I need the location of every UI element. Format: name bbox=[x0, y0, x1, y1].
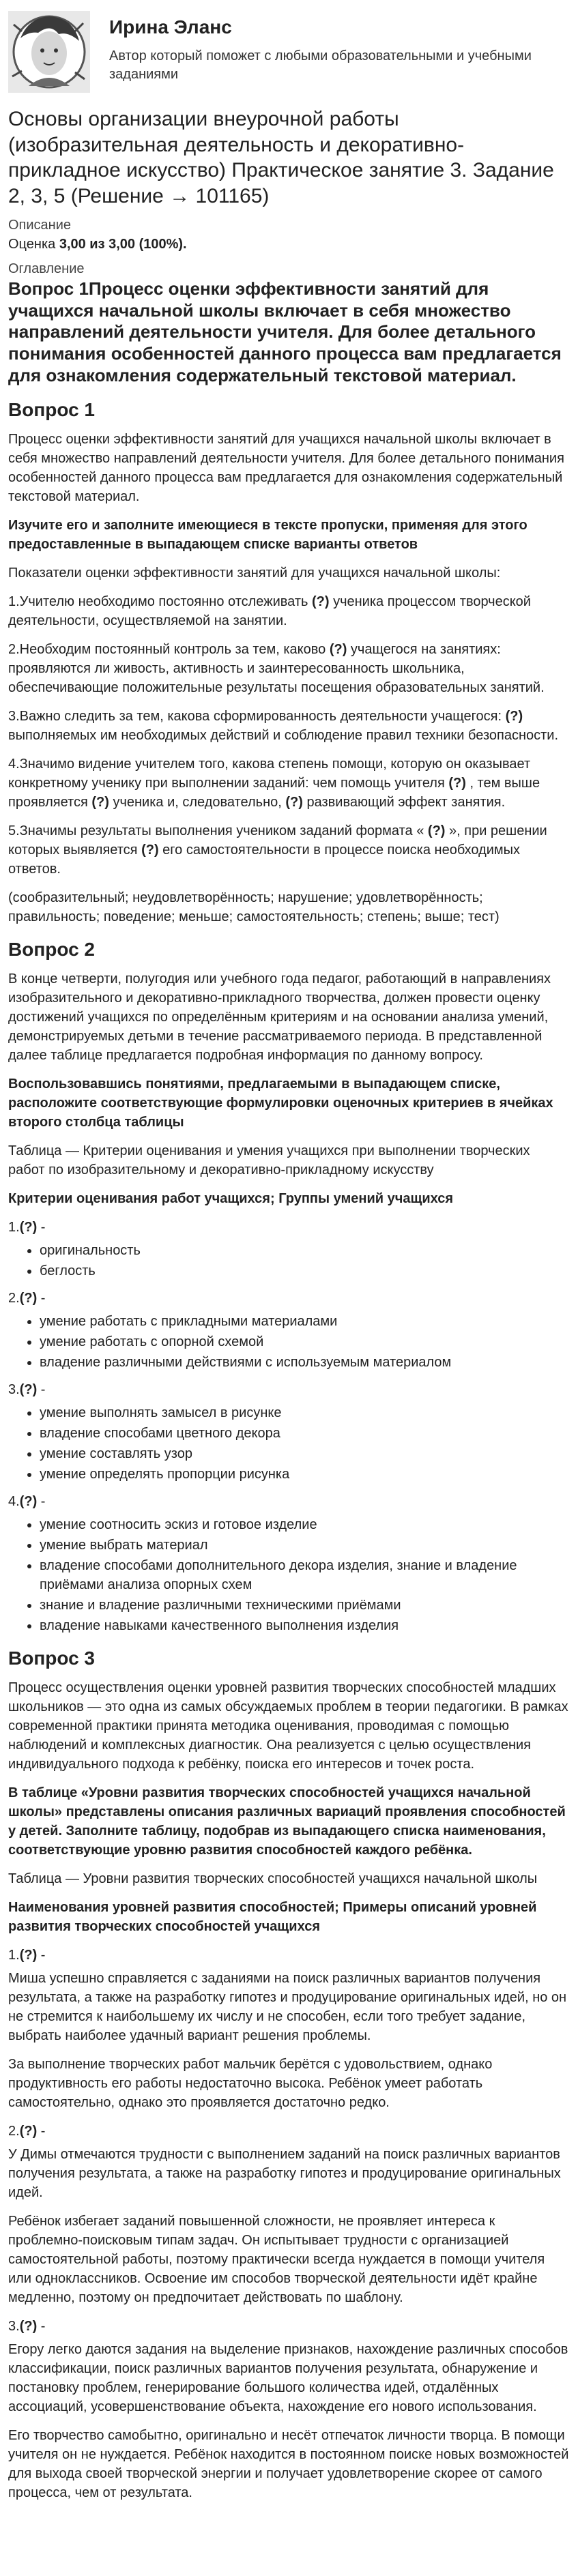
gap-dropdown[interactable]: (?) bbox=[329, 641, 347, 657]
gap-dropdown[interactable]: (?) bbox=[19, 1290, 38, 1306]
question-3-table-header: Наименования уровней развития способностей; Примеры описаний уровней развития творческих способностей учащихся bbox=[8, 1900, 537, 1935]
question-1-item-4: 4.Значимо видение учителем того, какова степень помощи, которую он оказывает конкретному ученику при выполнении заданий: чем помощь учителя (?) , тем выше проявляется (?) ученика и, следовательно, (?) развивающий эффект занятия. bbox=[8, 756, 540, 810]
toc-title[interactable]: Вопрос 1Процесс оценки эффективности занятий для учащихся начальной школы включает в себя множество направлений деятельности учителя. Для более детального понимания особенностей данного процесса вам предлагается для ознакомления содержательный текстовой материал. bbox=[8, 278, 562, 385]
question-3-table-caption: Таблица — Уровни развития творческих способностей учащихся начальной школы bbox=[8, 1871, 538, 1887]
question-2-table-caption: Таблица — Критерии оценивания и умения учащихся при выполнении творческих работ по изобразительному и декоративно-прикладному искусству bbox=[8, 1143, 530, 1177]
list-item: • оригинальность bbox=[40, 1241, 570, 1260]
list-item: • владение навыками качественного выполнения изделия bbox=[40, 1616, 570, 1635]
level-2: 2.(?) - У Димы отмечаются трудности с выполнением заданий на поиск различных вариантов получения результата, а также на разработку гипотез и продуцирование оригинальных идей. Ребёнок избегает заданий повышенной сложности, не проявляет интереса к проблемно-поисковым типам задач. Он испытывает трудности с организацией самостоятельной работы, поэтому практически всегда нуждается в помощи учителя или одноклассников. Освоение им способов творческой деятельности идёт крайне медленно, поэтому он предпочитает действовать по шаблону. bbox=[8, 2122, 570, 2307]
question-1-subhead: Показатели оценки эффективности занятий для учащихся начальной школы: bbox=[8, 565, 501, 581]
list-item: • умение выполнять замысел в рисунке bbox=[40, 1403, 570, 1422]
list-item: • умение определять пропорции рисунка bbox=[40, 1465, 570, 1484]
author-description: Автор который поможет с любыми образовательными и учебными заданиями bbox=[109, 48, 532, 83]
list-item: • умение работать с опорной схемой bbox=[40, 1332, 570, 1351]
score-prefix: Оценка bbox=[8, 237, 59, 252]
criteria-group-4: 4.(?) - • умение соотносить эскиз и готовое изделие • умение выбрать материал • владение способами дополнительного декора изделия, знание и владение приёмами анализа опорных схем • знание и владение различными техническими приёмами • владение навыками качественного выполнения изделия bbox=[8, 1492, 570, 1635]
level-1: 1.(?) - Миша успешно справляется с заданиями на поиск различных вариантов получения результата, а также на разработку гипотез и продуцирование оригинальных идей, но он не стремится к наибольшему их числу и не способен, если того требует задание, выбрать наиболее удачный вариант решения проблемы. За выполнение творческих работ мальчик берётся с удовольствием, однако продуктивность его работы недостаточно высока. Ребёнок умеет работать самостоятельно, однако это проявляется достаточно редко. bbox=[8, 1946, 570, 2112]
list-item: • умение работать с прикладными материалами bbox=[40, 1312, 570, 1331]
level-description: За выполнение творческих работ мальчик берётся с удовольствием, однако продуктивность его работы недостаточно высока. Ребёнок умеет работать самостоятельно, однако это проявляется достаточно редко. bbox=[8, 2057, 493, 2111]
level-description: Егору легко даются задания на выделение признаков, нахождение различных способов классификации, поиск различных вариантов получения результата, обнаружение и постановку проблем, генерирование большого количества идей, отдалённых ассоциаций, усовершенствование объекта, нахождение его нового использования. bbox=[8, 2342, 568, 2415]
gap-dropdown[interactable]: (?) bbox=[19, 1381, 38, 1397]
question-1-intro: Процесс оценки эффективности занятий для учащихся начальной школы включает в себя множество направлений деятельности учителя. Для более детального понимания особенностей данного процесса вам предлагается для ознакомления содержательный текстовой материал. bbox=[8, 431, 564, 504]
gap-dropdown[interactable]: (?) bbox=[19, 2319, 38, 2334]
gap-dropdown[interactable]: (?) bbox=[505, 708, 523, 724]
criteria-group-2: 2.(?) - • умение работать с прикладными материалами • умение работать с опорной схемой • владение различными действиями с используемым материалом bbox=[8, 1289, 570, 1372]
page-title: Основы организации внеурочной работы (изобразительная деятельность и декоративно-прикладное искусство) Практическое занятие 3. Задание 2, 3, 5 (Решение → 101165) bbox=[8, 108, 554, 207]
toc-label: Оглавление bbox=[8, 261, 85, 276]
level-description: Ребёнок избегает заданий повышенной сложности, не проявляет интереса к проблемно-поисковым типам задач. Он испытывает трудности с организацией самостоятельной работы, поэтому практически всегда нуждается в помощи учителя или одноклассников. Освоение им способов творческой деятельности идёт крайне медленно, поэтому он предпочитает действовать по шаблону. bbox=[8, 2214, 545, 2306]
gap-dropdown[interactable]: (?) bbox=[311, 594, 330, 609]
question-1-item-1: 1.Учителю необходимо постоянно отслеживать (?) ученика процессом творческой деятельности, осуществляемой на занятии. bbox=[8, 594, 531, 628]
criteria-group-1: 1.(?) - • оригинальность • беглость bbox=[8, 1218, 570, 1280]
list-item: • умение составлять узор bbox=[40, 1444, 570, 1463]
score-line bbox=[8, 235, 570, 254]
score-value: 3,00 из 3,00 (100%). bbox=[59, 237, 187, 252]
question-2-task: Воспользовавшись понятиями, предлагаемыми в выпадающем списке, расположите соответствующие формулировки оценочных критериев в ячейках второго столбца таблицы bbox=[8, 1076, 553, 1130]
author-avatar[interactable] bbox=[8, 11, 90, 93]
question-3-intro: Процесс осуществления оценки уровней развития творческих способностей младших школьников — это одна из самых обсуждаемых проблем в теории педагогики. В рамках современной практики принята методика оценивания, проводимая с помощью наблюдений и комплексных диагностик. Она реализуется с целью осуществления индивидуального подхода к ребёнку, поиска его интересов и точек роста. bbox=[8, 1680, 568, 1772]
list-item: • владение различными действиями с используемым материалом bbox=[40, 1353, 570, 1372]
list-item: • владение способами дополнительного декора изделия, знание и владение приёмами анализа опорных схем bbox=[40, 1556, 570, 1594]
question-2-intro: В конце четверти, полугодия или учебного года педагог, работающий в направлениях изобразительного и декоративно-прикладного творчества, должен провести оценку достижений учащихся по определённым критериям и на основании анализа умений, демонстрируемых детьми в течение рассматриваемого периода. В представленной далее таблице предлагается подробная информация по данному вопросу. bbox=[8, 971, 551, 1063]
level-description: Его творчество самобытно, оригинально и несёт отпечаток личности творца. В помощи учителя он не нуждается. Ребёнок находится в постоянном поиске новых возможностей для выхода своей творческой энергии и получает удовлетворение скорее от самого процесса, чем от результата. bbox=[8, 2428, 569, 2501]
question-1-options: (сообразительный; неудовлетворённость; нарушение; удовлетворённость; правильность; поведение; меньше; самостоятельность; степень; выше; тест) bbox=[8, 890, 500, 924]
question-2-heading: Вопрос 2 bbox=[8, 938, 95, 960]
list-item: • владение способами цветного декора bbox=[40, 1424, 570, 1443]
level-description: Миша успешно справляется с заданиями на поиск различных вариантов получения результата, а также на разработку гипотез и продуцирование оригинальных идей, но он не стремится к наибольшему их числу и не способен, если того требует задание, выбрать наиболее удачный вариант решения проблемы. bbox=[8, 1971, 567, 2044]
list-item: • умение выбрать материал bbox=[40, 1536, 570, 1555]
level-description: У Димы отмечаются трудности с выполнением заданий на поиск различных вариантов получения результата, а также на разработку гипотез и продуцирование оригинальных идей. bbox=[8, 2147, 561, 2201]
list-item: • умение соотносить эскиз и готовое изделие bbox=[40, 1515, 570, 1534]
question-1-task: Изучите его и заполните имеющиеся в тексте пропуски, применяя для этого предоставленные в выпадающем списке варианты ответов bbox=[8, 517, 528, 552]
question-3-task: В таблице «Уровни развития творческих способностей учащихся начальной школы» представлены описания различных вариаций проявления способностей у детей. Заполните таблицу, подобрав из выпадающего списка наименования, соответствующие уровню развития способностей каждого ребёнка. bbox=[8, 1785, 566, 1858]
gap-dropdown[interactable]: (?) bbox=[19, 1493, 38, 1509]
question-1-heading: Вопрос 1 bbox=[8, 398, 95, 420]
author-info bbox=[109, 11, 570, 84]
author-name[interactable]: Ирина Эланс bbox=[109, 16, 232, 38]
gap-dropdown[interactable]: (?) bbox=[19, 1219, 38, 1235]
gap-dropdown[interactable]: (?) bbox=[141, 842, 159, 858]
gap-dropdown[interactable]: (?) bbox=[427, 823, 446, 838]
question-1-item-5: 5.Значимы результаты выполнения учеником заданий формата « (?) », при решении которых выявляется (?) его самостоятельности в процессе поиска необходимых ответов. bbox=[8, 823, 547, 877]
question-1-item-3: 3.Важно следить за тем, какова сформированность деятельности учащегося: (?) выполняемых им необходимых действий и соблюдение правил техники безопасности. bbox=[8, 708, 559, 743]
question-2-table-header: Критерии оценивания работ учащихся; Группы умений учащихся bbox=[8, 1190, 454, 1206]
gap-dropdown[interactable]: (?) bbox=[285, 794, 303, 810]
question-1-item-2: 2.Необходим постоянный контроль за тем, каково (?) учащегося на занятиях: проявляются ли живость, активность и заинтересованность школьника, обеспечивающие положительные результаты посещения образовательных занятий. bbox=[8, 641, 545, 695]
gap-dropdown[interactable]: (?) bbox=[448, 775, 466, 791]
description-label: Описание bbox=[8, 218, 72, 233]
level-3: 3.(?) - Егору легко даются задания на выделение признаков, нахождение различных способов классификации, поиск различных вариантов получения результата, обнаружение и постановку проблем, генерирование большого количества идей, отдалённых ассоциаций, усовершенствование объекта, нахождение его нового использования. Его творчество самобытно, оригинально и несёт отпечаток личности творца. В помощи учителя он не нуждается. Ребёнок находится в постоянном поиске новых возможностей для выхода своей творческой энергии и получает удовлетворение скорее от самого процесса, чем от результата. bbox=[8, 2317, 570, 2502]
gap-dropdown[interactable]: (?) bbox=[19, 2124, 38, 2139]
criteria-group-3: 3.(?) - • умение выполнять замысел в рисунке • владение способами цветного декора • умение составлять узор • умение определять пропорции рисунка bbox=[8, 1380, 570, 1484]
list-item: • беглость bbox=[40, 1261, 570, 1280]
gap-dropdown[interactable]: (?) bbox=[19, 1948, 38, 1963]
author-card bbox=[8, 7, 570, 102]
question-3-heading: Вопрос 3 bbox=[8, 1647, 95, 1669]
list-item: • знание и владение различными техническими приёмами bbox=[40, 1596, 570, 1615]
gap-dropdown[interactable]: (?) bbox=[91, 794, 109, 810]
